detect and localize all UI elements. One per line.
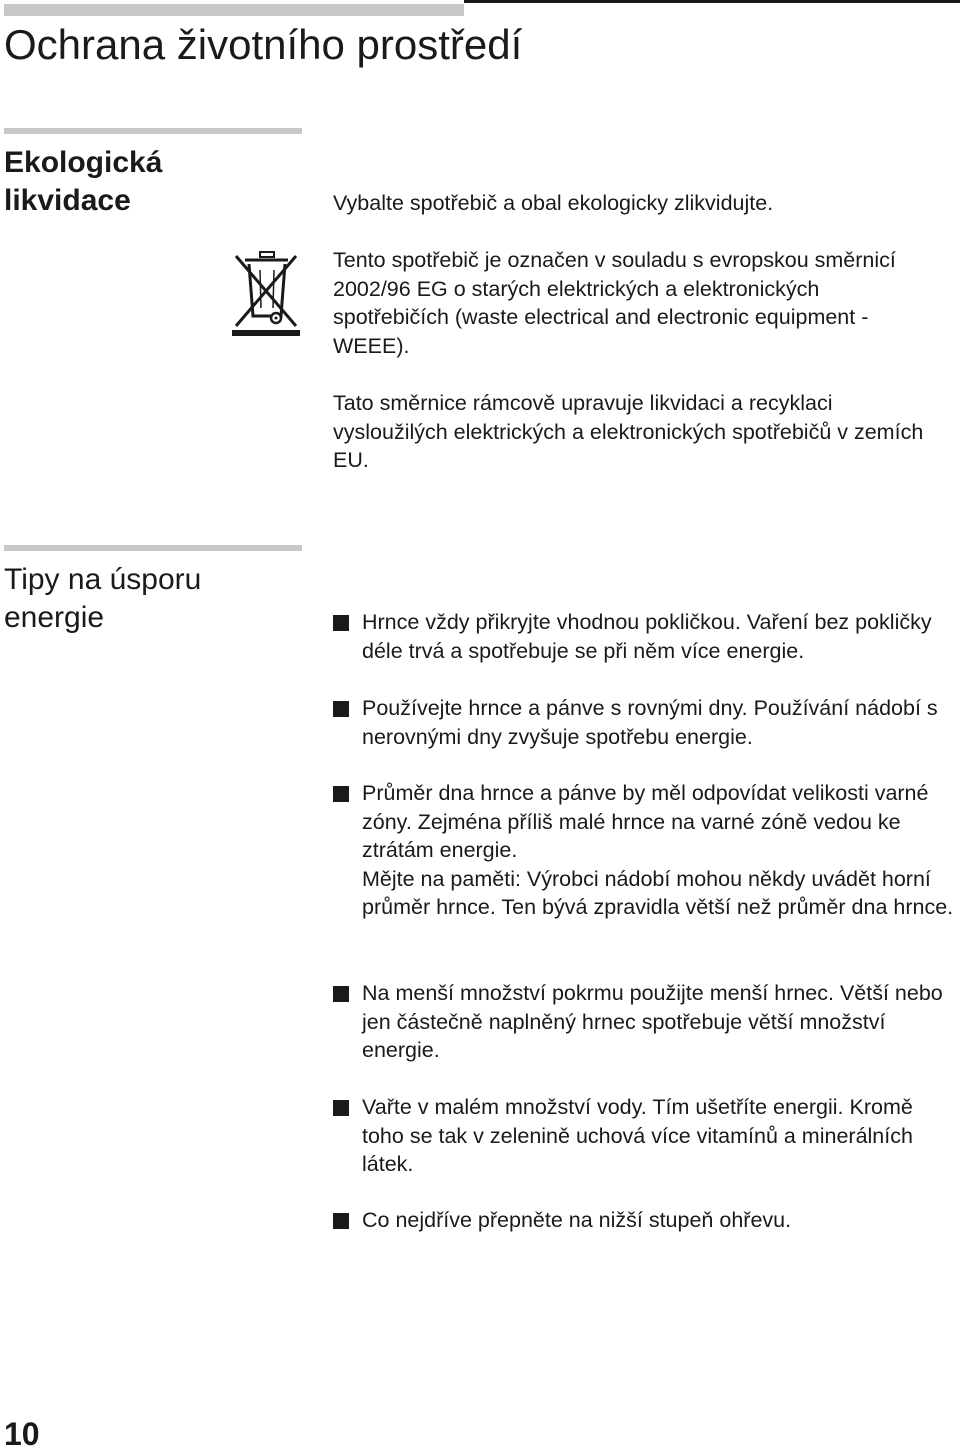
square-bullet-icon (333, 615, 349, 631)
tip-text: Používejte hrnce a pánve s rovnými dny. Používání nádobí s nerovnými dny zvyšuje spotřebu energie. (362, 696, 938, 749)
square-bullet-icon (333, 701, 349, 717)
tip-item (333, 979, 958, 1065)
eco-section-rule (4, 128, 302, 134)
eu-directive-text: Tato směrnice rámcově upravuje likvidaci a recyklaci vysloužilých elektrických a elektronických spotřebičů v zemích EU. (333, 391, 924, 472)
tip-item (333, 694, 958, 751)
square-bullet-icon (333, 986, 349, 1002)
tip-text: Průměr dna hrnce a pánve by měl odpovídat velikosti varné zóny. Zejména příliš malé hrnce na varné zóně vedou ke ztrátám energie. Mějte na paměti: Výrobci nádobí mohou někdy uvádět horní průměr hrnce. Ten bývá zpravidla větší než průměr dna hrnce. (362, 781, 954, 919)
tip-text: Co nejdříve přepněte na nižší stupeň ohřevu. (362, 1208, 792, 1232)
square-bullet-icon (333, 1100, 349, 1116)
tip-item (333, 1206, 958, 1235)
tips-section-rule (4, 545, 302, 551)
tip-item (333, 608, 958, 665)
tip-item (333, 779, 958, 922)
eco-intro-text: Vybalte spotřebič a obal ekologicky zlikvidujte. (333, 191, 774, 215)
weee-directive-text: Tento spotřebič je označen v souladu s evropskou směrnicí 2002/96 EG o starých elektrických a elektronických spotřebičích (waste electrical and electronic equipment - WEEE). (333, 248, 896, 358)
page-title: Ochrana životního prostředí (4, 21, 523, 68)
tip-text: Na menší množství pokrmu použijte menší hrnec. Větší nebo jen částečně naplněný hrnec spotřebuje větší množství energie. (362, 981, 943, 1062)
square-bullet-icon (333, 1213, 349, 1229)
page-number: 10 (4, 1416, 40, 1452)
crossed-out-wheelie-bin-icon (230, 246, 302, 336)
header-line (464, 0, 960, 3)
eco-section-heading: Ekologická likvidace (4, 146, 163, 217)
tip-text: Hrnce vždy přikryjte vhodnou pokličkou. Vaření bez pokličky déle trvá a spotřebuje se při něm více energie. (362, 610, 932, 663)
tip-item (333, 1093, 958, 1179)
square-bullet-icon (333, 786, 349, 802)
header-rule (4, 4, 464, 16)
tips-section-heading: Tipy na úsporu energie (4, 563, 202, 634)
tip-text: Vařte v malém množství vody. Tím ušetříte energii. Kromě toho se tak v zelenině uchová více vitamínů a minerálních látek. (362, 1095, 913, 1176)
